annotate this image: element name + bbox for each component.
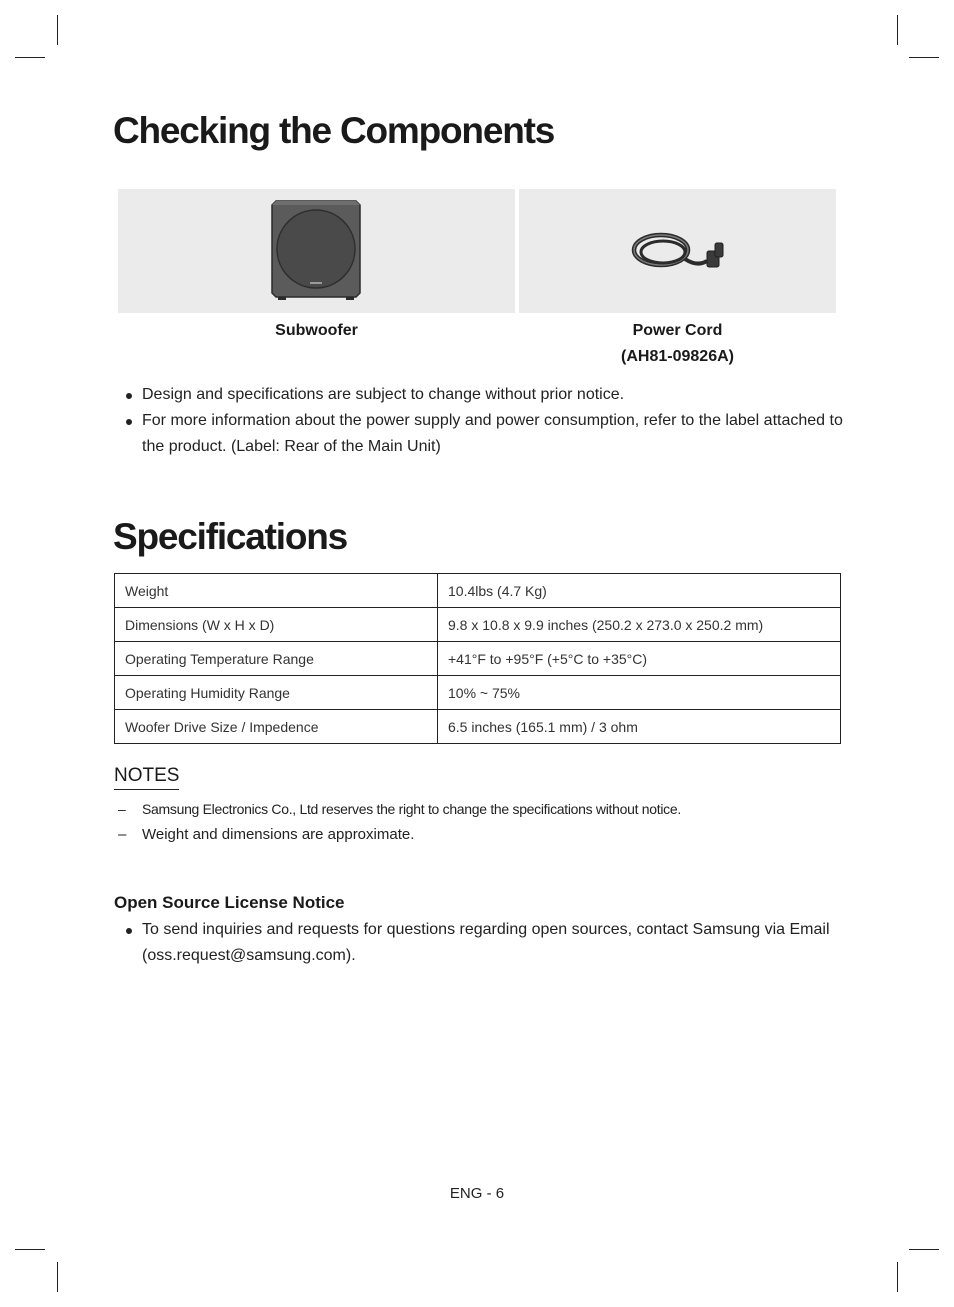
spec-value: +41°F to +95°F (+5°C to +35°C) bbox=[438, 642, 841, 676]
spec-key: Dimensions (W x H x D) bbox=[115, 608, 438, 642]
crop-mark bbox=[897, 15, 898, 45]
spec-table bbox=[114, 573, 841, 744]
table-row bbox=[115, 642, 841, 676]
crop-mark bbox=[57, 15, 58, 45]
notes-heading: NOTES bbox=[114, 765, 179, 790]
page-number: ENG - 6 bbox=[449, 1185, 505, 1202]
spec-key: Woofer Drive Size / Impedence bbox=[115, 710, 438, 744]
notes-list bbox=[118, 796, 681, 848]
spec-key: Operating Humidity Range bbox=[115, 676, 438, 710]
oss-list bbox=[124, 917, 844, 969]
crop-mark bbox=[897, 1262, 898, 1292]
table-row bbox=[115, 710, 841, 744]
list-item: – Samsung Electronics Co., Ltd reserves the right to change the specifications without notice. bbox=[118, 796, 681, 822]
section-title: Specifications bbox=[113, 516, 348, 557]
table-row bbox=[115, 608, 841, 642]
component-image-box bbox=[118, 189, 515, 313]
component-caption bbox=[118, 318, 515, 344]
crop-mark bbox=[57, 1262, 58, 1292]
spec-value: 10.4lbs (4.7 Kg) bbox=[438, 574, 841, 608]
crop-mark bbox=[909, 1249, 939, 1250]
list-item: Design and specifications are subject to change without prior notice. bbox=[124, 382, 844, 408]
list-item: For more information about the power supply and power consumption, refer to the label attached to the product. (Label: Rear of the Main Unit) bbox=[124, 408, 844, 460]
list-item: – Weight and dimensions are approximate. bbox=[118, 822, 681, 848]
component-name: Power Cord bbox=[632, 322, 723, 339]
spec-key: Operating Temperature Range bbox=[115, 642, 438, 676]
power-cord-icon bbox=[631, 229, 727, 275]
spec-value: 6.5 inches (165.1 mm) / 3 ohm bbox=[438, 710, 841, 744]
list-item: To send inquiries and requests for questions regarding open sources, contact Samsung via Email (oss.request@samsung.com). bbox=[124, 917, 844, 969]
page-title: Checking the Components bbox=[113, 110, 555, 151]
table-row bbox=[115, 676, 841, 710]
table-row bbox=[115, 574, 841, 608]
spec-value: 9.8 x 10.8 x 9.9 inches (250.2 x 273.0 x 250.2 mm) bbox=[438, 608, 841, 642]
component-notes-list bbox=[124, 382, 844, 460]
subwoofer-icon bbox=[270, 199, 362, 301]
component-caption bbox=[519, 318, 836, 370]
spec-key: Weight bbox=[115, 574, 438, 608]
crop-mark bbox=[15, 1249, 45, 1250]
component-image-box bbox=[519, 189, 836, 313]
crop-mark bbox=[909, 57, 939, 58]
spec-value: 10% ~ 75% bbox=[438, 676, 841, 710]
component-code: (AH81-09826A) bbox=[621, 348, 734, 365]
oss-heading: Open Source License Notice bbox=[114, 893, 345, 912]
component-name: Subwoofer bbox=[275, 322, 358, 339]
crop-mark bbox=[15, 57, 45, 58]
